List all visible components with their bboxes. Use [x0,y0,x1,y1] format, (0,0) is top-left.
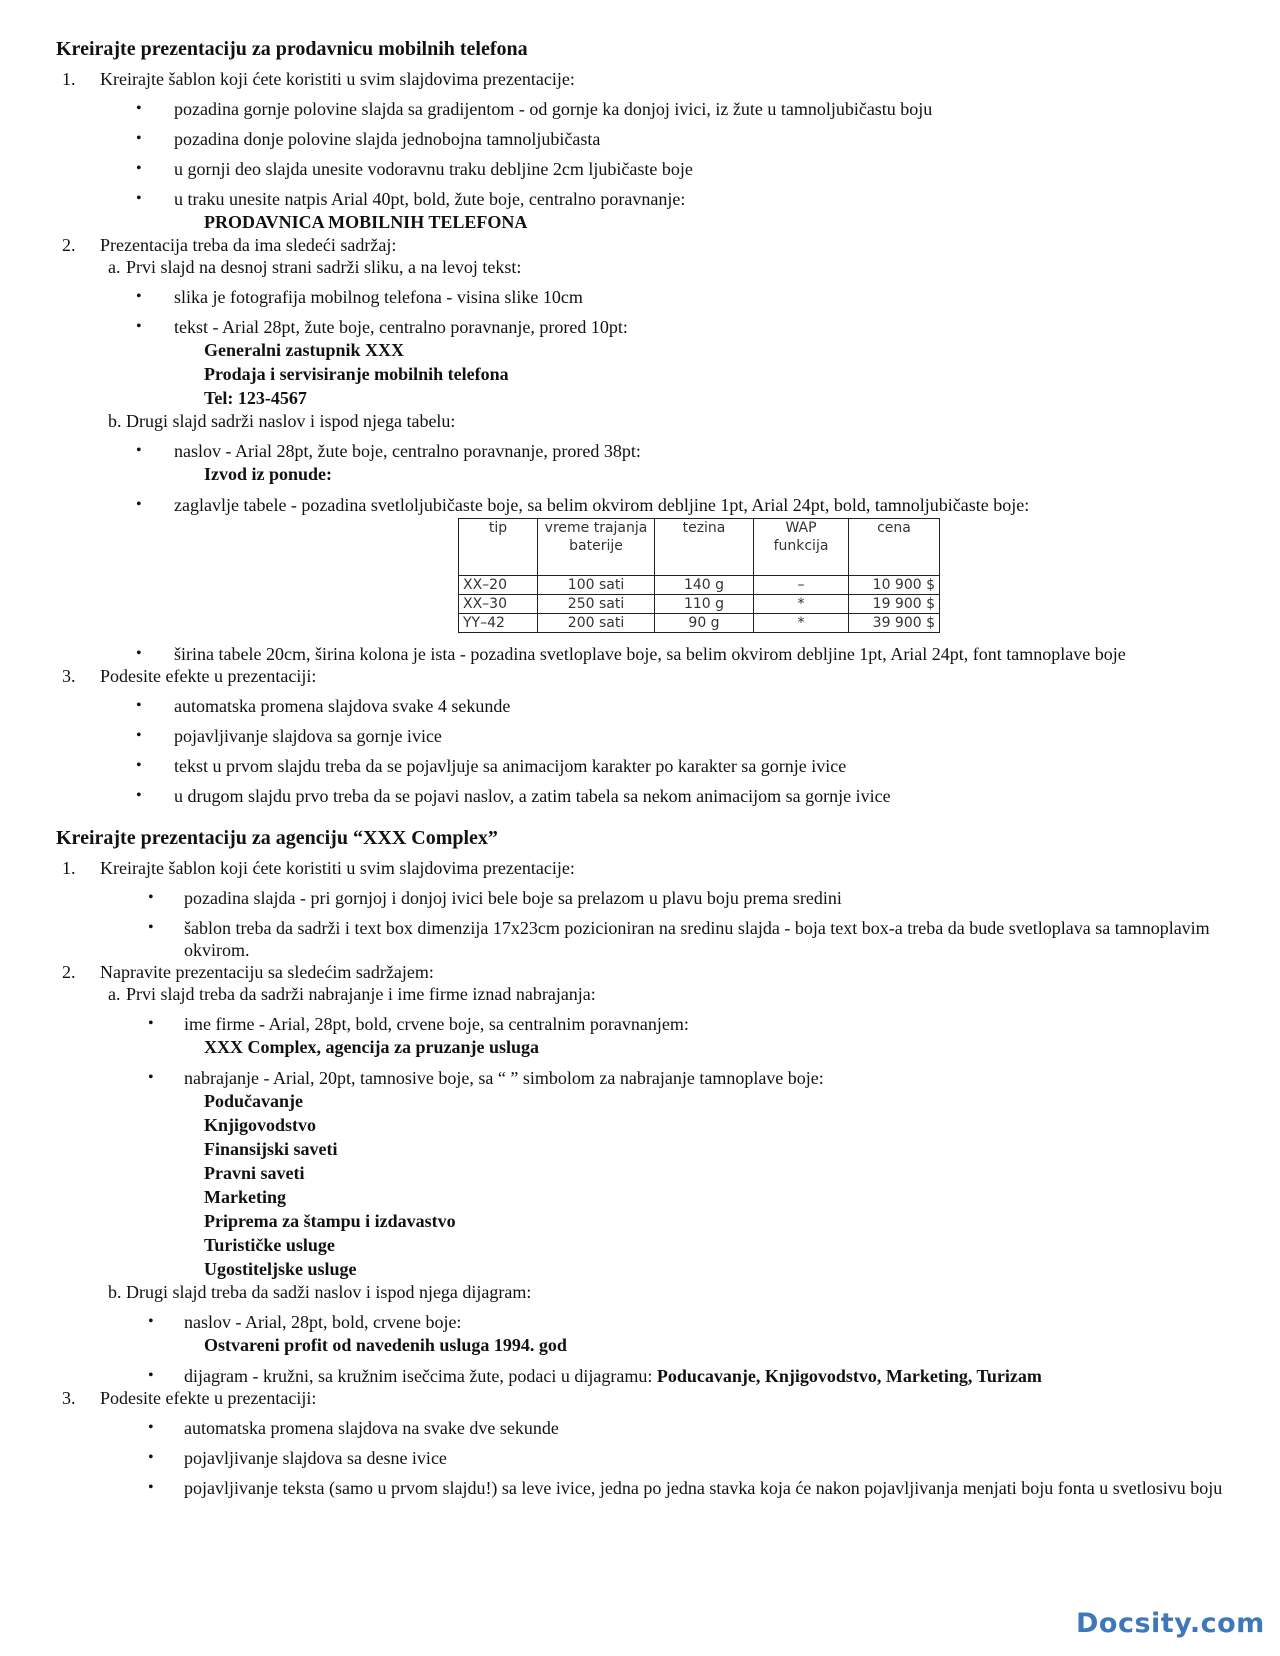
bullet-icon: • [136,757,142,774]
table-row: YY–42 200 sati 90 g * 39 900 $ [459,614,940,633]
profit-title-line: Ostvareni profit od navedenih usluga 1994. god [204,1335,567,1355]
s2-step-3: 3. Podesite efekte u prezentaciji: [62,1388,317,1408]
bullet-icon: • [148,1367,154,1384]
list-item: • u traku unesite natpis Arial 40pt, bold, žute boje, centralno poravnanje: [136,189,686,209]
list-item: • naslov - Arial 28pt, žute boje, centralno poravnanje, prored 38pt: [136,441,641,461]
list-item: • širina tabele 20cm, širina kolona je ista - pozadina svetloplave boje, sa belim okvirom debljine 1pt, Arial 24pt, font tamnoplave boje [136,644,1126,664]
bullet-icon: • [136,442,142,459]
bullet-icon: • [148,1419,154,1436]
bullet-icon: • [136,645,142,662]
list-item: • pojavljivanje slajdova sa gornje ivice [136,726,442,746]
document-page [56,36,1236,1499]
s2-step-2a: a. Prvi slajd treba da sadrži nabrajanje i ime firme iznad nabrajanja: [108,984,596,1004]
list-item: • dijagram - kružni, sa kružnim isečcima žute, podaci u dijagramu: Poducavanje, Knjigovodstvo, Marketing, Turizam [148,1366,1042,1386]
slide-2-title-text: Izvod iz ponude: [204,464,333,484]
list-item: • ime firme - Arial, 28pt, bold, crvene boje, sa centralnim poravnanjem: [148,1014,689,1034]
list-item: • u drugom slajdu prvo treba da se pojavi naslov, a zatim tabela sa nekom animacijom sa gornje ivice [136,786,891,806]
list-item: • naslov - Arial, 28pt, bold, crvene boje: [148,1312,462,1332]
table-row: XX–30 250 sati 110 g * 19 900 $ [459,595,940,614]
list-item: • pozadina gornje polovine slajda sa gradijentom - od gornje ka donjoj ivici, iz žute u tamnoljubičastu boju [136,99,933,119]
s2-step-2b: b. Drugi slajd treba da sadži naslov i ispod njega dijagram: [108,1282,532,1302]
list-item: • automatska promena slajdova svake 4 sekunde [136,696,511,716]
bullet-icon: • [148,919,154,936]
banner-text: PRODAVNICA MOBILNIH TELEFONA [204,212,528,232]
s2-step-1: 1. Kreirajte šablon koji ćete koristiti u svim slajdovima prezentacije: [62,858,575,878]
list-item: • slika je fotografija mobilnog telefona - visina slike 10cm [136,287,583,307]
bullet-icon: • [148,1449,154,1466]
company-name-line: XXX Complex, agencija za pruzanje usluga [204,1037,539,1057]
phone-table [458,518,940,633]
bullet-icon: • [148,1313,154,1330]
bullet-icon: • [136,288,142,305]
list-item: • u gornji deo slajda unesite vodoravnu traku debljine 2cm ljubičaste boje [136,159,693,179]
bullet-icon: • [148,1069,154,1086]
list-item: • tekst u prvom slajdu treba da se pojavljuje sa animacijom karakter po karakter sa gornje ivice [136,756,847,776]
section-1-title: Kreirajte prezentaciju za prodavnicu mobilnih telefona [56,38,528,60]
s1-step-1: 1. Kreirajte šablon koji ćete koristiti u svim slajdovima prezentacije: [62,69,575,89]
table-row: XX–20 100 sati 140 g – 10 900 $ [459,576,940,595]
list-item: • nabrajanje - Arial, 20pt, tamnosive boje, sa “ ” simbolom za nabrajanje tamnoplave boje: [148,1068,824,1088]
s2-step-2: 2. Napravite prezentaciju sa sledećim sadržajem: [62,962,434,982]
list-item: • automatska promena slajdova na svake dve sekunde [148,1418,559,1438]
list-item: • pozadina slajda - pri gornjoj i donjoj ivici bele boje sa prelazom u plavu boju prema sredini [148,888,842,908]
s1-step-2: 2. Prezentacija treba da ima sledeći sadržaj: [62,235,397,255]
list-item: • pojavljivanje teksta (samo u prvom slajdu!) sa leve ivice, jedna po jedna stavka koja će nakon pojavljivanja menjati boju fonta u svetlosivu boju [148,1478,1223,1498]
table-header-row: tip vreme trajanja baterije tezina WAP funkcija cena [459,519,940,576]
list-item: • pozadina donje polovine slajda jednobojna tamnoljubičasta [136,129,601,149]
slide-1-text-lines: Generalni zastupnik XXX Prodaja i servisiranje mobilnih telefona Tel: 123-4567 [204,340,509,408]
bullet-icon: • [136,130,142,147]
bullet-icon: • [136,727,142,744]
s1-step-3: 3. Podesite efekte u prezentaciji: [62,666,317,686]
bullet-icon: • [136,100,142,117]
list-item: • zaglavlje tabele - pozadina svetloljubičaste boje, sa belim okvirom debljine 1pt, Arial 24pt, bold, tamnoljubičaste boje: [136,495,1030,515]
phone-table-image [458,518,1236,633]
bullet-icon: • [148,889,154,906]
bullet-icon: • [148,1015,154,1032]
bullet-icon: • [136,496,142,513]
docsity-watermark: Docsity.com [1076,1608,1265,1639]
bullet-icon: • [136,190,142,207]
s1-step-2b: b. Drugi slajd sadrži naslov i ispod njega tabelu: [108,411,456,431]
bullet-icon: • [136,160,142,177]
s1-step-2a: a. Prvi slajd na desnoj strani sadrži sliku, a na levoj tekst: [108,257,522,277]
services-list: Podučavanje Knjigovodstvo Finansijski saveti Pravni saveti Marketing Priprema za štampu i izdavastvo Turističke usluge Ugostiteljske usluge [204,1091,456,1279]
bullet-icon: • [136,318,142,335]
section-2-title: Kreirajte prezentaciju za agenciju “XXX Complex” [56,827,498,849]
bullet-icon: • [148,1479,154,1496]
list-item: • tekst - Arial 28pt, žute boje, centralno poravnanje, prored 10pt: [136,317,628,337]
bullet-icon: • [136,697,142,714]
list-item: • pojavljivanje slajdova sa desne ivice [148,1448,447,1468]
list-item: • šablon treba da sadrži i text box dimenzija 17x23cm pozicioniran na sredinu slajda - boja text box-a treba da bude svetloplava sa tamnoplavim okvirom. [148,918,1210,960]
bullet-icon: • [136,787,142,804]
